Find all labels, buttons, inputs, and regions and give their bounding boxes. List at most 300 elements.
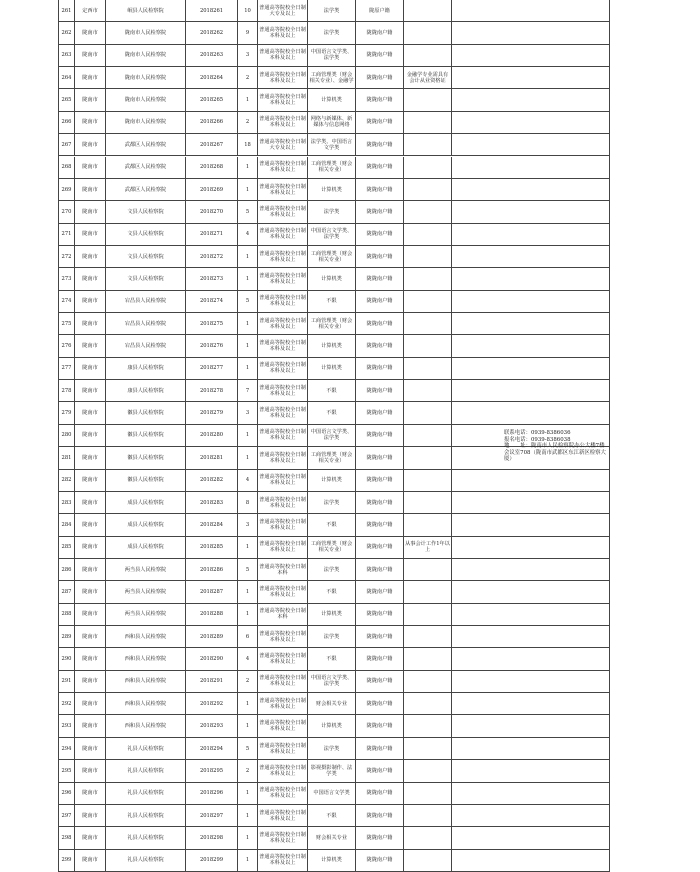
city-cell: 陇南市 — [75, 291, 106, 312]
headcount-cell: 1 — [238, 783, 258, 804]
hukou-cell: 陇陇南户籍 — [356, 157, 404, 178]
city-cell: 陇南市 — [75, 626, 106, 647]
position-code-cell: 2018282 — [186, 470, 238, 491]
headcount-cell: 4 — [238, 224, 258, 245]
other-requirements-cell — [404, 850, 452, 871]
position-code-cell: 2018299 — [186, 850, 238, 871]
hukou-cell: 陇陇南户籍 — [356, 112, 404, 133]
education-cell: 普通高等院校全日制本科及以上 — [258, 827, 308, 848]
major-cell: 财会相关专业 — [308, 827, 356, 848]
city-cell: 陇南市 — [75, 581, 106, 602]
major-cell: 不限 — [308, 380, 356, 401]
headcount-cell: 1 — [238, 246, 258, 267]
major-cell: 工商管理类（财会相关专业） — [308, 157, 356, 178]
education-cell: 普通高等院校全日制本科及以上 — [258, 201, 308, 222]
unit-name-cell: 成县人民检察院 — [106, 514, 186, 535]
city-cell: 陇南市 — [75, 715, 106, 736]
hukou-cell: 陇陇南户籍 — [356, 246, 404, 267]
education-cell: 普通高等院校全日制本科及以上 — [258, 783, 308, 804]
headcount-cell: 1 — [238, 157, 258, 178]
position-code-cell: 2018292 — [186, 693, 238, 714]
education-cell: 普通高等院校全日制本科及以上 — [258, 850, 308, 871]
headcount-cell: 1 — [238, 537, 258, 558]
headcount-cell: 1 — [238, 805, 258, 826]
education-cell: 普通高等院校全日制本科及以上 — [258, 626, 308, 647]
major-cell: 工商管理类（财会相关专业） — [308, 537, 356, 558]
other-requirements-cell — [404, 358, 452, 379]
unit-name-cell: 礼县人民检察院 — [106, 805, 186, 826]
position-code-cell: 2018268 — [186, 157, 238, 178]
position-code-cell: 2018273 — [186, 268, 238, 289]
unit-name-cell: 礼县人民检察院 — [106, 827, 186, 848]
headcount-cell: 1 — [238, 850, 258, 871]
other-requirements-cell — [404, 335, 452, 356]
city-cell: 陇南市 — [75, 335, 106, 356]
position-code-cell: 2018280 — [186, 425, 238, 446]
education-cell: 普通高等院校全日制本科及以上 — [258, 22, 308, 43]
other-requirements-cell — [404, 157, 452, 178]
city-cell: 陇南市 — [75, 514, 106, 535]
education-cell: 普通高等院校全日制本科及以上 — [258, 246, 308, 267]
unit-name-cell: 西和县人民检察院 — [106, 671, 186, 692]
position-code-cell: 2018271 — [186, 224, 238, 245]
hukou-cell: 陇陇南户籍 — [356, 313, 404, 334]
city-cell: 陇南市 — [75, 313, 106, 334]
city-cell: 陇南市 — [75, 134, 106, 155]
row-number-cell: 271 — [59, 224, 75, 245]
unit-name-cell: 两当县人民检察院 — [106, 604, 186, 625]
education-cell: 普通高等院校全日制本科及以上 — [258, 268, 308, 289]
headcount-cell: 1 — [238, 827, 258, 848]
row-number-cell: 297 — [59, 805, 75, 826]
other-requirements-cell — [404, 134, 452, 155]
headcount-cell: 5 — [238, 201, 258, 222]
hukou-cell: 陇陇南户籍 — [356, 604, 404, 625]
position-code-cell: 2018288 — [186, 604, 238, 625]
hukou-cell: 陇陇南户籍 — [356, 268, 404, 289]
other-requirements-cell: 金融学专业需具有会计从业资格证 — [404, 67, 452, 88]
education-cell: 普通高等院校全日制本科及以上 — [258, 335, 308, 356]
headcount-cell: 18 — [238, 134, 258, 155]
unit-name-cell: 文县人民检察院 — [106, 246, 186, 267]
education-cell: 普通高等院校全日制本科及以上 — [258, 179, 308, 200]
city-cell: 陇南市 — [75, 201, 106, 222]
other-requirements-cell — [404, 805, 452, 826]
hukou-cell: 陇陇南户籍 — [356, 805, 404, 826]
unit-name-cell: 陇南市人民检察院 — [106, 45, 186, 66]
unit-name-cell: 徽县人民检察院 — [106, 402, 186, 423]
headcount-cell: 5 — [238, 559, 258, 580]
other-requirements-cell — [404, 827, 452, 848]
other-requirements-cell — [404, 470, 452, 491]
unit-name-cell: 成县人民检察院 — [106, 537, 186, 558]
major-cell: 网络与新媒体、新媒体与信息网络 — [308, 112, 356, 133]
unit-name-cell: 文县人民检察院 — [106, 224, 186, 245]
city-cell: 陇南市 — [75, 268, 106, 289]
row-number-cell: 263 — [59, 45, 75, 66]
city-cell: 陇南市 — [75, 179, 106, 200]
city-cell: 陇南市 — [75, 380, 106, 401]
other-requirements-cell — [404, 559, 452, 580]
row-number-cell: 268 — [59, 157, 75, 178]
other-requirements-cell — [404, 291, 452, 312]
hukou-cell: 陇陇南户籍 — [356, 715, 404, 736]
other-requirements-cell — [404, 425, 452, 446]
major-cell: 不限 — [308, 291, 356, 312]
other-requirements-cell — [404, 246, 452, 267]
position-code-cell: 2018286 — [186, 559, 238, 580]
headcount-cell: 1 — [238, 89, 258, 110]
position-code-cell: 2018272 — [186, 246, 238, 267]
city-cell: 陇南市 — [75, 805, 106, 826]
hukou-cell: 陇陇南户籍 — [356, 671, 404, 692]
row-number-cell: 274 — [59, 291, 75, 312]
education-cell: 普通高等院校全日制本科及以上 — [258, 470, 308, 491]
row-number-cell: 276 — [59, 335, 75, 356]
headcount-cell: 1 — [238, 693, 258, 714]
education-cell: 普通高等院校全日制本科及以上 — [258, 313, 308, 334]
hukou-cell: 陇陇南户籍 — [356, 514, 404, 535]
other-requirements-cell — [404, 313, 452, 334]
major-cell: 工商管理类（财会相关专业） — [308, 313, 356, 334]
position-code-cell: 2018270 — [186, 201, 238, 222]
unit-name-cell: 宕昌县人民检察院 — [106, 335, 186, 356]
major-cell: 中国语言文学类、法学类 — [308, 45, 356, 66]
unit-name-cell: 武都区人民检察院 — [106, 179, 186, 200]
education-cell: 普通高等院校全日制本科及以上 — [258, 89, 308, 110]
position-code-cell: 2018291 — [186, 671, 238, 692]
city-cell: 陇南市 — [75, 648, 106, 669]
hukou-cell: 陇陇南户籍 — [356, 45, 404, 66]
row-number-cell: 278 — [59, 380, 75, 401]
other-requirements-cell — [404, 380, 452, 401]
major-cell: 不限 — [308, 581, 356, 602]
education-cell: 普通高等院校全日制本科及以上 — [258, 67, 308, 88]
position-code-cell: 2018276 — [186, 335, 238, 356]
headcount-cell: 5 — [238, 291, 258, 312]
major-cell: 财会相关专业 — [308, 693, 356, 714]
other-requirements-cell: 从事会计工作1年以上 — [404, 537, 452, 558]
education-cell: 普通高等院校全日制本科及以上 — [258, 693, 308, 714]
major-cell: 法学类 — [308, 738, 356, 759]
row-number-cell: 269 — [59, 179, 75, 200]
hukou-cell: 陇陇南户籍 — [356, 380, 404, 401]
other-requirements-cell — [404, 447, 452, 468]
contact-column — [502, 0, 609, 872]
unit-name-cell: 西和县人民检察院 — [106, 648, 186, 669]
position-code-cell: 2018269 — [186, 179, 238, 200]
major-cell: 法学类 — [308, 559, 356, 580]
city-cell: 陇南市 — [75, 604, 106, 625]
city-cell: 陇南市 — [75, 738, 106, 759]
city-cell: 陇南市 — [75, 559, 106, 580]
row-number-cell: 272 — [59, 246, 75, 267]
education-cell: 普通高等院校全日制本科及以上 — [258, 291, 308, 312]
other-requirements-cell — [404, 22, 452, 43]
other-requirements-cell — [404, 783, 452, 804]
city-cell: 陇南市 — [75, 447, 106, 468]
major-cell: 中国语言文学类、法学类 — [308, 224, 356, 245]
position-code-cell: 2018290 — [186, 648, 238, 669]
headcount-cell: 1 — [238, 425, 258, 446]
hukou-cell: 陇陇南户籍 — [356, 827, 404, 848]
major-cell: 不限 — [308, 648, 356, 669]
hukou-cell: 陇陇南户籍 — [356, 581, 404, 602]
row-number-cell: 292 — [59, 693, 75, 714]
major-cell: 计算机类 — [308, 470, 356, 491]
position-code-cell: 2018262 — [186, 22, 238, 43]
hukou-cell: 陇原户籍 — [356, 0, 404, 21]
city-cell: 定西市 — [75, 0, 106, 21]
position-code-cell: 2018265 — [186, 89, 238, 110]
unit-name-cell: 礼县人民检察院 — [106, 760, 186, 781]
major-cell: 不限 — [308, 402, 356, 423]
city-cell: 陇南市 — [75, 492, 106, 513]
row-number-cell: 295 — [59, 760, 75, 781]
headcount-cell: 1 — [238, 358, 258, 379]
other-requirements-cell — [404, 112, 452, 133]
city-cell: 陇南市 — [75, 537, 106, 558]
unit-name-cell: 两当县人民检察院 — [106, 581, 186, 602]
city-cell: 陇南市 — [75, 425, 106, 446]
other-requirements-cell — [404, 492, 452, 513]
major-cell: 工商管理类（财会相关专业）、金融学 — [308, 67, 356, 88]
headcount-cell: 4 — [238, 470, 258, 491]
major-cell: 中国语言文学类 — [308, 783, 356, 804]
unit-name-cell: 成县人民检察院 — [106, 492, 186, 513]
headcount-cell: 4 — [238, 648, 258, 669]
city-cell: 陇南市 — [75, 671, 106, 692]
city-cell: 陇南市 — [75, 402, 106, 423]
headcount-cell: 1 — [238, 335, 258, 356]
city-cell: 陇南市 — [75, 358, 106, 379]
headcount-cell: 9 — [238, 22, 258, 43]
unit-name-cell: 康县人民检察院 — [106, 380, 186, 401]
other-requirements-cell — [404, 89, 452, 110]
headcount-cell: 1 — [238, 581, 258, 602]
row-number-cell: 298 — [59, 827, 75, 848]
other-requirements-cell — [404, 268, 452, 289]
other-requirements-cell — [404, 738, 452, 759]
education-cell: 普通高等院校全日制本科及以上 — [258, 760, 308, 781]
unit-name-cell: 宕昌县人民检察院 — [106, 291, 186, 312]
position-code-cell: 2018296 — [186, 783, 238, 804]
unit-name-cell: 徽县人民检察院 — [106, 425, 186, 446]
headcount-cell: 6 — [238, 626, 258, 647]
contact-info — [504, 430, 608, 463]
position-code-cell: 2018283 — [186, 492, 238, 513]
position-code-cell: 2018277 — [186, 358, 238, 379]
education-cell: 普通高等院校全日制本科及以上 — [258, 537, 308, 558]
major-cell: 中国语言文学类、法学类 — [308, 671, 356, 692]
major-cell: 中国语言文学类、法学类 — [308, 425, 356, 446]
unit-name-cell: 陇南市人民检察院 — [106, 89, 186, 110]
major-cell: 计算机类 — [308, 179, 356, 200]
hukou-cell: 陇陇南户籍 — [356, 850, 404, 871]
city-cell: 陇南市 — [75, 850, 106, 871]
city-cell: 陇南市 — [75, 22, 106, 43]
unit-name-cell: 陇南市人民检察院 — [106, 112, 186, 133]
city-cell: 陇南市 — [75, 760, 106, 781]
hukou-cell: 陇陇南户籍 — [356, 134, 404, 155]
headcount-cell: 8 — [238, 492, 258, 513]
education-cell: 普通高等院校全日制本科及以上 — [258, 45, 308, 66]
city-cell: 陇南市 — [75, 246, 106, 267]
row-number-cell: 291 — [59, 671, 75, 692]
contact-address: 地 址：陇南市人民检察院办公大楼7楼会议室708（陇南市武都区东江新区检察大厦） — [504, 443, 606, 462]
unit-name-cell: 礼县人民检察院 — [106, 850, 186, 871]
contact-fax: 报名电话：0939-8386038 — [504, 436, 571, 443]
unit-name-cell: 礼县人民检察院 — [106, 738, 186, 759]
row-number-cell: 275 — [59, 313, 75, 334]
position-code-cell: 2018264 — [186, 67, 238, 88]
position-code-cell: 2018278 — [186, 380, 238, 401]
row-number-cell: 281 — [59, 447, 75, 468]
other-requirements-cell — [404, 671, 452, 692]
other-requirements-cell — [404, 0, 452, 21]
position-code-cell: 2018267 — [186, 134, 238, 155]
hukou-cell: 陇陇南户籍 — [356, 537, 404, 558]
row-number-cell: 277 — [59, 358, 75, 379]
hukou-cell: 陇陇南户籍 — [356, 291, 404, 312]
row-number-cell: 264 — [59, 67, 75, 88]
hukou-cell: 陇陇南户籍 — [356, 425, 404, 446]
row-number-cell: 284 — [59, 514, 75, 535]
other-requirements-cell — [404, 201, 452, 222]
row-number-cell: 290 — [59, 648, 75, 669]
unit-name-cell: 文县人民检察院 — [106, 268, 186, 289]
city-cell: 陇南市 — [75, 693, 106, 714]
hukou-cell: 陇陇南户籍 — [356, 201, 404, 222]
major-cell: 计算机类 — [308, 89, 356, 110]
unit-name-cell: 康县人民检察院 — [106, 358, 186, 379]
position-code-cell: 2018287 — [186, 581, 238, 602]
education-cell: 普通高等院校全日制本科及以上 — [258, 157, 308, 178]
hukou-cell: 陇陇南户籍 — [356, 648, 404, 669]
headcount-cell: 2 — [238, 112, 258, 133]
city-cell: 陇南市 — [75, 67, 106, 88]
position-code-cell: 2018285 — [186, 537, 238, 558]
position-code-cell: 2018289 — [186, 626, 238, 647]
position-code-cell: 2018297 — [186, 805, 238, 826]
other-requirements-cell — [404, 402, 452, 423]
unit-name-cell: 文县人民检察院 — [106, 201, 186, 222]
other-requirements-cell — [404, 45, 452, 66]
headcount-cell: 1 — [238, 313, 258, 334]
major-cell: 计算机类 — [308, 358, 356, 379]
position-code-cell: 2018294 — [186, 738, 238, 759]
position-code-cell: 2018298 — [186, 827, 238, 848]
city-cell: 陇南市 — [75, 470, 106, 491]
row-number-cell: 266 — [59, 112, 75, 133]
hukou-cell: 陇陇南户籍 — [356, 358, 404, 379]
education-cell: 普通高等院校全日制本科及以上 — [258, 402, 308, 423]
city-cell: 陇南市 — [75, 783, 106, 804]
row-number-cell: 287 — [59, 581, 75, 602]
row-number-cell: 299 — [59, 850, 75, 871]
row-number-cell: 288 — [59, 604, 75, 625]
position-code-cell: 2018293 — [186, 715, 238, 736]
major-cell: 工商管理类（财会相关专业） — [308, 447, 356, 468]
headcount-cell: 1 — [238, 179, 258, 200]
major-cell: 计算机类 — [308, 268, 356, 289]
education-cell: 普通高等院校全日制本科及以上 — [258, 671, 308, 692]
education-cell: 普通高等院校全日制大专及以上 — [258, 134, 308, 155]
headcount-cell: 3 — [238, 514, 258, 535]
hukou-cell: 陇陇南户籍 — [356, 22, 404, 43]
hukou-cell: 陇陇南户籍 — [356, 783, 404, 804]
position-code-cell: 2018266 — [186, 112, 238, 133]
education-cell: 普通高等院校全日制本科及以上 — [258, 112, 308, 133]
hukou-cell: 陇陇南户籍 — [356, 335, 404, 356]
education-cell: 普通高等院校全日制本科及以上 — [258, 581, 308, 602]
major-cell: 计算机类 — [308, 850, 356, 871]
major-cell: 不限 — [308, 805, 356, 826]
unit-name-cell: 武都区人民检察院 — [106, 157, 186, 178]
row-number-cell: 261 — [59, 0, 75, 21]
major-cell: 法学类 — [308, 0, 356, 21]
row-number-cell: 289 — [59, 626, 75, 647]
education-cell: 普通高等院校全日制本科及以上 — [258, 738, 308, 759]
education-cell: 普通高等院校全日制本科及以上 — [258, 805, 308, 826]
major-cell: 计算机类 — [308, 604, 356, 625]
education-cell: 普通高等院校全日制本科及以上 — [258, 380, 308, 401]
row-number-cell: 270 — [59, 201, 75, 222]
headcount-cell: 1 — [238, 604, 258, 625]
headcount-cell: 1 — [238, 268, 258, 289]
major-cell: 工商管理类（财会相关专业） — [308, 246, 356, 267]
hukou-cell: 陇陇南户籍 — [356, 447, 404, 468]
education-cell: 普通高等院校全日制本科 — [258, 604, 308, 625]
row-number-cell: 285 — [59, 537, 75, 558]
row-number-cell: 265 — [59, 89, 75, 110]
major-cell: 计算机类 — [308, 335, 356, 356]
city-cell: 陇南市 — [75, 157, 106, 178]
hukou-cell: 陇陇南户籍 — [356, 179, 404, 200]
hukou-cell: 陇陇南户籍 — [356, 89, 404, 110]
education-cell: 普通高等院校全日制本科及以上 — [258, 648, 308, 669]
education-cell: 普通高等院校全日制本科及以上 — [258, 224, 308, 245]
education-cell: 普通高等院校全日制本科及以上 — [258, 492, 308, 513]
unit-name-cell: 陇南市人民检察院 — [106, 67, 186, 88]
position-code-cell: 2018261 — [186, 0, 238, 21]
other-requirements-cell — [404, 760, 452, 781]
unit-name-cell: 两当县人民检察院 — [106, 559, 186, 580]
other-requirements-cell — [404, 693, 452, 714]
major-cell: 计算机类 — [308, 715, 356, 736]
hukou-cell: 陇陇南户籍 — [356, 693, 404, 714]
unit-name-cell: 礼县人民检察院 — [106, 783, 186, 804]
other-requirements-cell — [404, 715, 452, 736]
city-cell: 陇南市 — [75, 827, 106, 848]
city-cell: 陇南市 — [75, 45, 106, 66]
position-code-cell: 2018295 — [186, 760, 238, 781]
education-cell: 普通高等院校全日制本科及以上 — [258, 425, 308, 446]
other-requirements-cell — [404, 604, 452, 625]
unit-name-cell: 武都区人民检察院 — [106, 134, 186, 155]
position-code-cell: 2018263 — [186, 45, 238, 66]
hukou-cell: 陇陇南户籍 — [356, 760, 404, 781]
unit-name-cell: 宕昌县人民检察院 — [106, 313, 186, 334]
education-cell: 普通高等院校全日制本科 — [258, 559, 308, 580]
position-code-cell: 2018284 — [186, 514, 238, 535]
other-requirements-cell — [404, 581, 452, 602]
hukou-cell: 陇陇南户籍 — [356, 626, 404, 647]
city-cell: 陇南市 — [75, 224, 106, 245]
major-cell: 法学类、中国语言文学类 — [308, 134, 356, 155]
unit-name-cell: 西和县人民检察院 — [106, 693, 186, 714]
headcount-cell: 10 — [238, 0, 258, 21]
